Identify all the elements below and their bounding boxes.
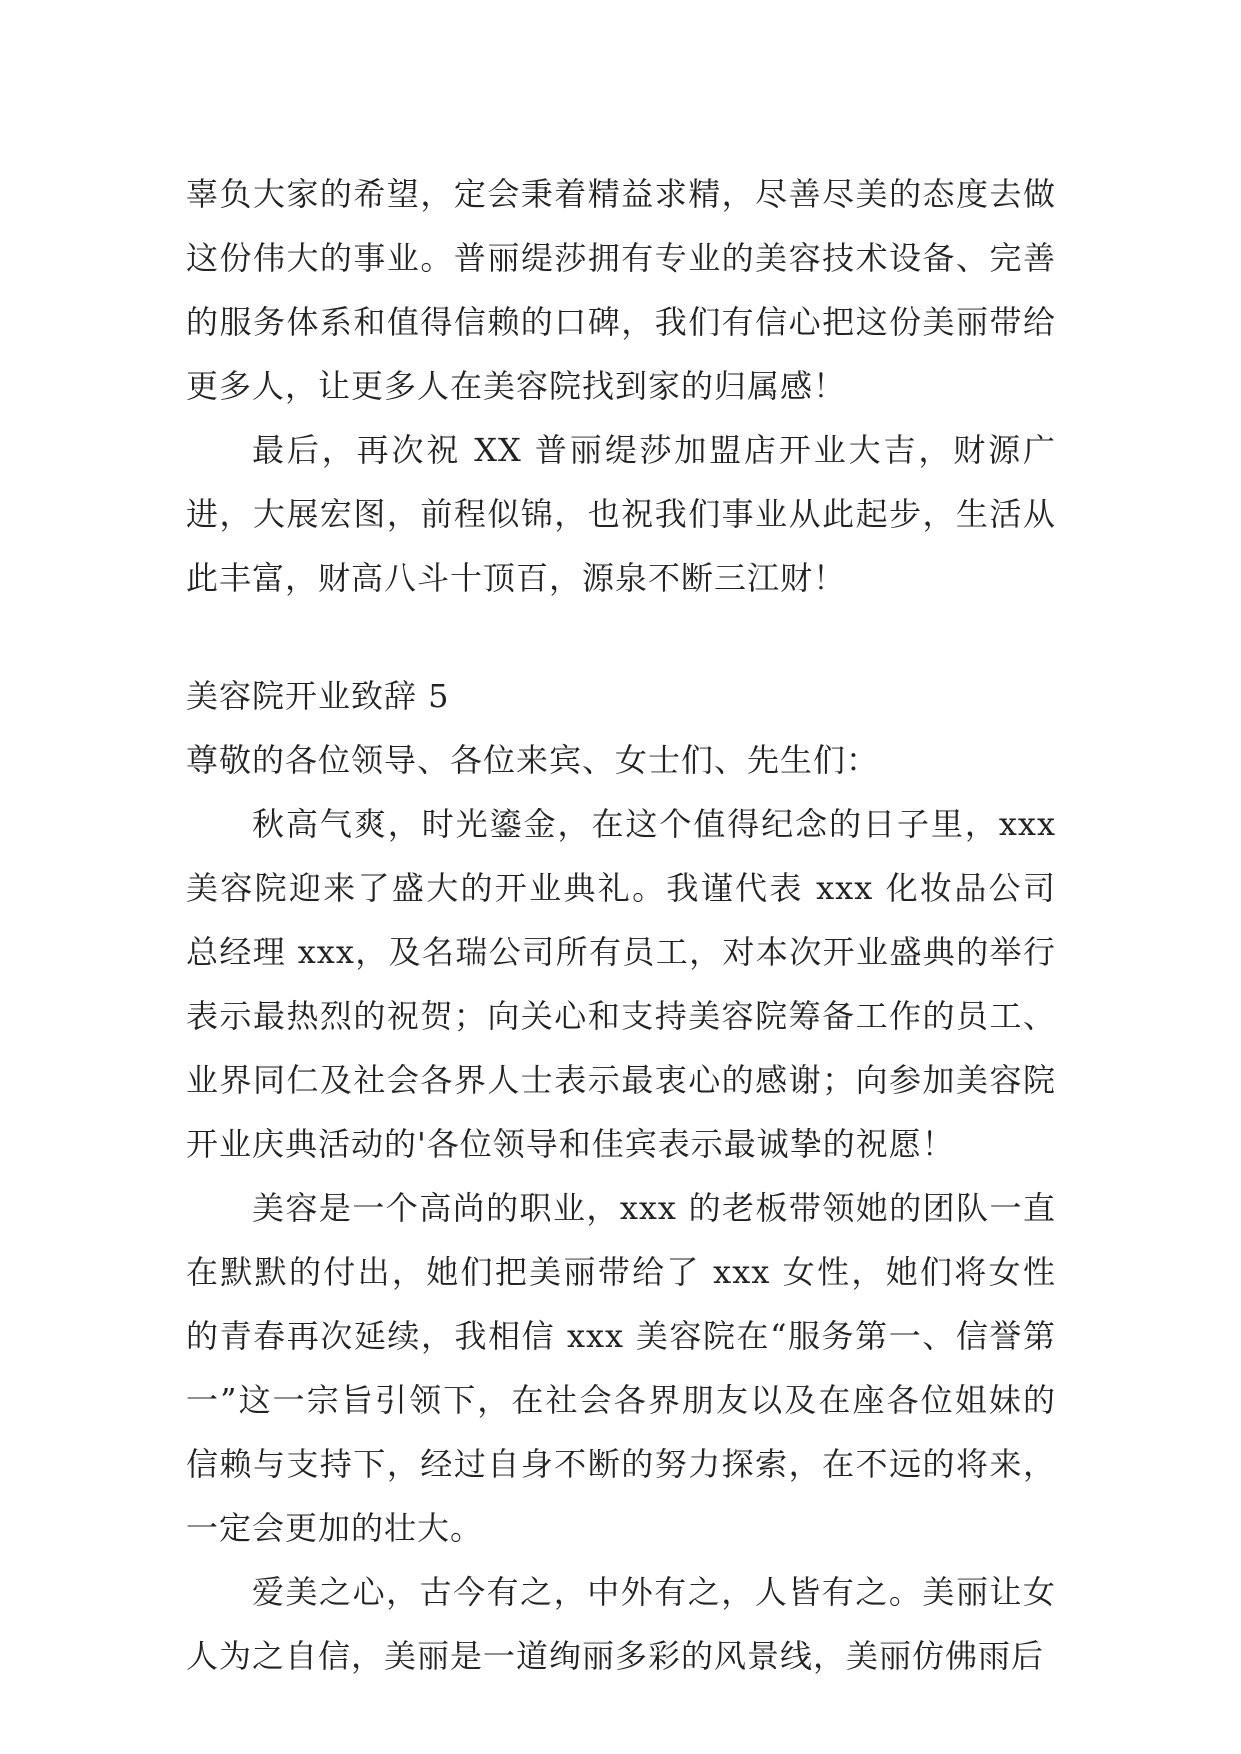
body-paragraph-1: 秋高气爽，时光鎏金，在这个值得纪念的日子里，xxx 美容院迎来了盛大的开业典礼。我谨代表 xxx 化妆品公司总经理 xxx，及名瑞公司所有员工，对本次开业盛典的举行表示最热烈的祝贺；向关心和支持美容院筹备工作的员工、业界同仁及社会各界人士表示最衷心的感谢；向参加美容院开业庆典活动的'各位领导和佳宾表示最诚挚的祝愿！	[186, 805, 1056, 1163]
body-paragraph-2: 美容是一个高尚的职业，xxx 的老板带领她的团队一直在默默的付出，她们把美丽带给了 xxx 女性，她们将女性的青春再次延续，我相信 xxx 美容院在“服务第一、信誉第一”这一宗旨引领下，在社会各界朋友以及在座各位姐妹的信赖与支持下，经过自身不断的努力探索，在不远的将来，一定会更加的壮大。	[186, 1189, 1056, 1547]
continuation-paragraph: 辜负大家的希望，定会秉着精益求精，尽善尽美的态度去做这份伟大的事业。普丽缇莎拥有专业的美容技术设备、完善的服务体系和值得信赖的口碑，我们有信心把这份美丽带给更多人，让更多人在美容院找到家的归属感！	[186, 175, 1056, 405]
salutation: 尊敬的各位领导、各位来宾、女士们、先生们：	[186, 741, 880, 779]
document-body	[186, 162, 1056, 1688]
closing-paragraph: 最后，再次祝 XX 普丽缇莎加盟店开业大吉，财源广进，大展宏图，前程似锦，也祝我们事业从此起步，生活从此丰富，财高八斗十顶百，源泉不断三江财！	[186, 431, 1056, 597]
body-paragraph-3: 爱美之心，古今有之，中外有之，人皆有之。美丽让女人为之自信，美丽是一道绚丽多彩的风景线，美丽仿佛雨后	[186, 1573, 1056, 1675]
section-title: 美容院开业致辞 5	[186, 677, 450, 715]
